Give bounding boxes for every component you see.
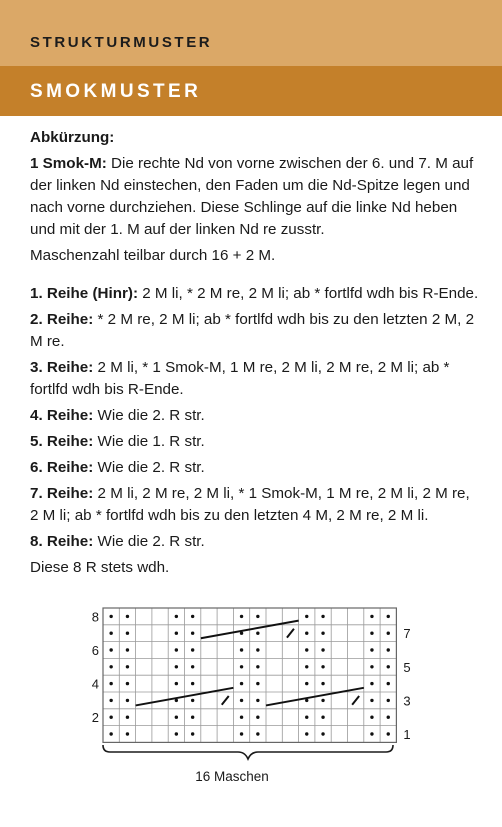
row-number-label: 6 (91, 643, 99, 658)
row-number-label: 3 (403, 693, 411, 709)
purl-dot (240, 732, 243, 735)
purl-dot (126, 732, 129, 735)
purl-dot (175, 648, 178, 651)
purl-dot (370, 632, 373, 635)
purl-dot (370, 615, 373, 618)
row-instruction (30, 309, 480, 353)
row-text: 2 M li, 2 M re, 2 M li, * 1 Smok-M, 1 M re, 2 M li, 2 M re, 2 M li; ab * fortlfd wdh bis zu den letzten 4 M, 2 M re, 2 M li. (30, 485, 470, 524)
purl-dot (256, 665, 259, 668)
purl-dot (387, 732, 390, 735)
purl-dot (191, 632, 194, 635)
abbreviation-term: 1 Smok-M: (30, 155, 107, 172)
row-label: 6. Reihe: (30, 459, 94, 476)
purl-dot (321, 732, 324, 735)
purl-dot (370, 665, 373, 668)
purl-dot (321, 632, 324, 635)
purl-dot (387, 665, 390, 668)
purl-dot (126, 716, 129, 719)
category-band (0, 0, 502, 66)
row-instruction (30, 483, 480, 527)
row-text: * 2 M re, 2 M li; ab * fortlfd wdh bis zu den letzten 2 M, 2 M re. (30, 311, 475, 350)
row-text: 2 M li, * 2 M re, 2 M li; ab * fortlfd wdh bis R-Ende. (142, 285, 479, 302)
purl-dot (305, 632, 308, 635)
purl-dot (256, 615, 259, 618)
row-number-label: 5 (403, 659, 411, 675)
purl-dot (305, 665, 308, 668)
row-instruction (30, 457, 480, 479)
purl-dot (256, 648, 259, 651)
instructions (30, 127, 480, 579)
purl-dot (109, 615, 112, 618)
purl-dot (256, 699, 259, 702)
purl-dot (387, 682, 390, 685)
purl-dot (256, 682, 259, 685)
row-text: Wie die 2. R str. (97, 533, 205, 550)
purl-dot (321, 648, 324, 651)
row-instruction (30, 357, 480, 401)
purl-dot (370, 732, 373, 735)
purl-dot (175, 682, 178, 685)
row-instruction (30, 531, 480, 553)
purl-dot (387, 615, 390, 618)
purl-dot (256, 732, 259, 735)
row-label: 2. Reihe: (30, 311, 94, 328)
row-number-label: 1 (403, 727, 411, 742)
purl-dot (240, 665, 243, 668)
purl-dot (321, 682, 324, 685)
purl-dot (370, 699, 373, 702)
chart-grid (103, 608, 396, 742)
stitch-count: Maschenzahl teilbar durch 16 + 2 M. (30, 247, 276, 264)
purl-dot (240, 648, 243, 651)
purl-dot (175, 665, 178, 668)
title-band (0, 66, 502, 116)
row-number-label: 2 (91, 710, 99, 726)
purl-dot (240, 699, 243, 702)
purl-dot (109, 716, 112, 719)
purl-dot (191, 615, 194, 618)
page-title: SMOKMUSTER (30, 81, 202, 102)
abbreviation-text: Die rechte Nd von vorne zwischen der 6. und 7. M auf der linken Nd einstechen, den Faden um die Nd-Spitze legen und nach vorne durchziehen. Diese Schlinge auf die linke Nd heben und mit der 1. M auf der linken Nd re zusstr. (30, 155, 474, 238)
row-label: 8. Reihe: (30, 533, 94, 550)
purl-dot (387, 699, 390, 702)
purl-dot (191, 682, 194, 685)
purl-dot (387, 632, 390, 635)
abbreviation-heading: Abkürzung: (30, 129, 115, 146)
purl-dot (240, 716, 243, 719)
purl-dot (109, 665, 112, 668)
purl-dot (175, 732, 178, 735)
row-label: 5. Reihe: (30, 433, 94, 450)
purl-dot (305, 615, 308, 618)
purl-dot (370, 682, 373, 685)
smock-slash (287, 629, 294, 638)
row-number-label: 7 (403, 626, 411, 642)
row-number-label: 8 (91, 609, 99, 625)
row-label: 4. Reihe: (30, 407, 94, 424)
knitting-chart (0, 590, 502, 800)
purl-dot (126, 699, 129, 702)
abbreviation-definition (30, 153, 480, 241)
purl-dot (305, 716, 308, 719)
row-text: Wie die 2. R str. (97, 407, 205, 424)
purl-dot (370, 716, 373, 719)
purl-dot (305, 648, 308, 651)
purl-dot (191, 716, 194, 719)
purl-dot (109, 632, 112, 635)
row-instruction (30, 405, 480, 427)
row-label: 7. Reihe: (30, 485, 94, 502)
repeat-label: 16 Maschen (195, 769, 269, 784)
category-label: STRUKTURMUSTER (30, 34, 213, 51)
purl-dot (175, 615, 178, 618)
purl-dot (109, 732, 112, 735)
purl-dot (126, 615, 129, 618)
repeat-brace (103, 745, 393, 759)
purl-dot (321, 699, 324, 702)
purl-dot (387, 716, 390, 719)
row-text: Wie die 2. R str. (97, 459, 205, 476)
row-text: Wie die 1. R str. (97, 433, 205, 450)
purl-dot (305, 732, 308, 735)
purl-dot (109, 699, 112, 702)
purl-dot (175, 716, 178, 719)
purl-dot (305, 682, 308, 685)
row-number-label: 4 (91, 676, 99, 692)
purl-dot (387, 648, 390, 651)
smock-slash (222, 696, 229, 705)
purl-dot (256, 632, 259, 635)
purl-dot (191, 732, 194, 735)
purl-dot (126, 648, 129, 651)
purl-dot (321, 665, 324, 668)
purl-dot (256, 716, 259, 719)
purl-dot (175, 632, 178, 635)
purl-dot (321, 716, 324, 719)
purl-dot (126, 665, 129, 668)
purl-dot (126, 632, 129, 635)
purl-dot (240, 615, 243, 618)
row-label: 1. Reihe (Hinr): (30, 285, 139, 302)
purl-dot (191, 648, 194, 651)
purl-dot (109, 682, 112, 685)
row-text: 2 M li, * 1 Smok-M, 1 M re, 2 M li, 2 M re, 2 M li; ab * fortlfd wdh bis R-Ende. (30, 359, 450, 398)
purl-dot (109, 648, 112, 651)
repeat-note: Diese 8 R stets wdh. (30, 559, 170, 576)
purl-dot (191, 665, 194, 668)
row-instruction (30, 431, 480, 453)
row-instruction (30, 283, 480, 305)
purl-dot (240, 682, 243, 685)
row-label: 3. Reihe: (30, 359, 94, 376)
purl-dot (191, 699, 194, 702)
purl-dot (126, 682, 129, 685)
purl-dot (370, 648, 373, 651)
smock-slash (352, 696, 359, 705)
purl-dot (321, 615, 324, 618)
